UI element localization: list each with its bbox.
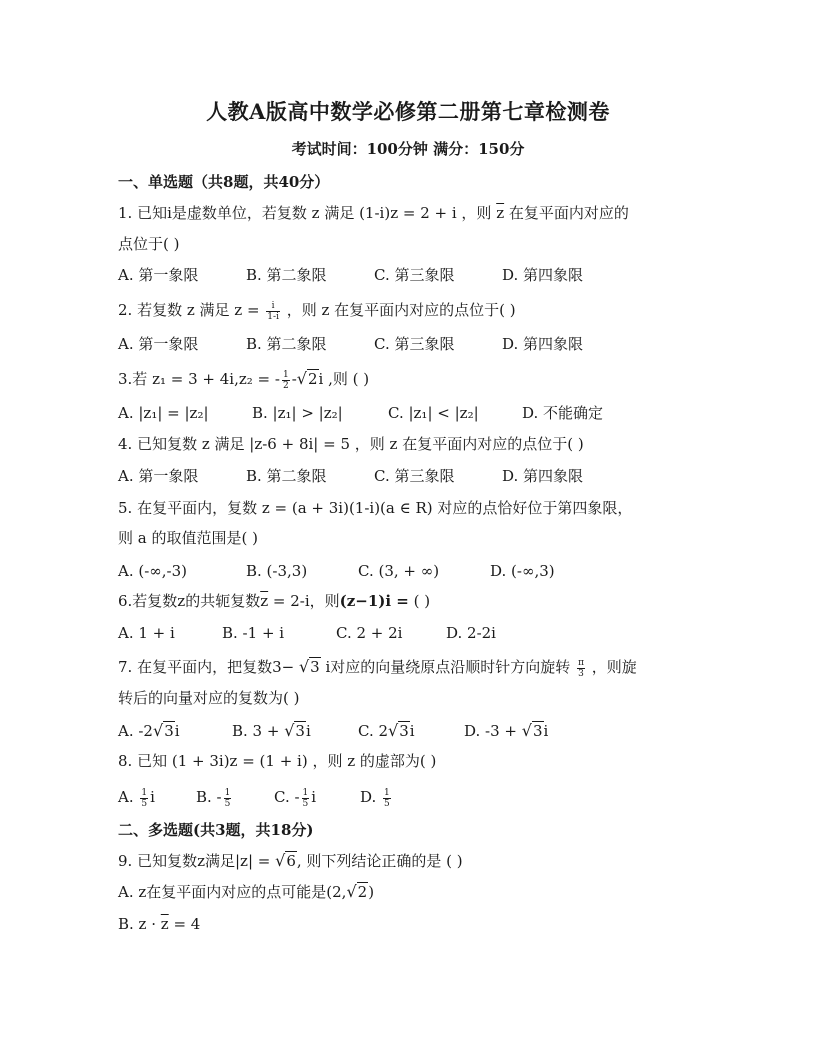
q6-text-a: 6.若复数z的共轭复数 <box>118 592 261 610</box>
question-1-options <box>118 265 583 285</box>
q7-fraction <box>577 658 585 679</box>
option-c: C. (3, + ∞) <box>358 562 440 580</box>
q1-text-a: 1. 已知i是虚数单位，若复数 z 满足 (1-i)z = 2 + i ，则 <box>118 204 497 222</box>
page-title: 人教A版高中数学必修第二册第七章检测卷 <box>206 99 610 124</box>
section-heading-single-choice: 一、单选题（共8题，共40分） <box>118 173 330 191</box>
question-8-stem: 8. 已知 (1 + 3i)z = (1 + i) ，则 z 的虚部为( ) <box>118 752 437 770</box>
question-3-options <box>118 403 603 423</box>
option-a: A. 第一象限 <box>118 266 199 284</box>
question-6-options <box>118 623 496 643</box>
q7-frac-num: π <box>578 657 584 668</box>
option-c: C. 2√3i <box>358 721 415 740</box>
question-5-stem-cont: 则 a 的取值范围是( ) <box>118 529 258 547</box>
q6-conjugate-z: $\overline{z}$ <box>260 592 269 610</box>
option-b: B. |z₁| > |z₂| <box>252 404 343 422</box>
question-5-stem: 5. 在复平面内，复数 z = (a + 3i)(1-i)(a ∈ R) 对应的点恰好位于第四象限， <box>118 499 633 517</box>
q9-text-a: 9. 已知复数z满足|z| = <box>118 852 276 870</box>
q3-text-b: - <box>291 370 297 388</box>
q3-sqrt: √2 <box>296 369 318 388</box>
question-5-options <box>118 561 555 581</box>
q1-conjugate-z: $\overline{z}$ <box>496 204 505 222</box>
option-b: B. 第二象限 <box>246 335 327 353</box>
option-b: B. (-3,3) <box>246 562 308 580</box>
q3-text-c: i ,则 ( ) <box>318 370 370 388</box>
q2-frac-num: i <box>266 301 280 312</box>
question-4-stem: 4. 已知复数 z 满足 |z-6 + 8i| = 5 ，则 z 在复平面内对应的点位于( ) <box>118 435 584 453</box>
option-c: C. 2 + 2i <box>336 624 403 642</box>
option-b: B. 第二象限 <box>246 467 327 485</box>
q1-text-b: 在复平面内对应的 <box>504 204 629 222</box>
q7-sqrt: √3 <box>298 657 320 676</box>
option-d: D. 2-2i <box>446 624 496 642</box>
option-a: A. $\frac{1}{5}$ i <box>118 787 155 809</box>
option-a: A. (-∞,-3) <box>118 562 188 580</box>
q7-frac-den: 3 <box>578 668 584 679</box>
question-8-options <box>118 787 393 809</box>
option-c: C. 第三象限 <box>374 467 455 485</box>
option-c: C. 第三象限 <box>374 335 455 353</box>
q2-fraction <box>266 301 280 322</box>
question-1-stem <box>118 203 629 223</box>
q6-text-b: = 2-i，则 <box>268 592 340 610</box>
option-d: D. -3 + √3i <box>464 721 549 740</box>
option-c: C. - $\frac{1}{5}$ i <box>274 787 317 809</box>
option-a: A. 1 + i <box>118 624 175 642</box>
option-b: B. 第二象限 <box>246 266 327 284</box>
q2-text-a: 2. 若复数 z 满足 z = <box>118 301 265 319</box>
option-a: A. 第一象限 <box>118 335 199 353</box>
option-b: B. - $\frac{1}{5}$ <box>196 787 231 809</box>
q6-expression: (z−1)i = <box>339 592 409 610</box>
q6-text-c: ( ) <box>408 592 431 610</box>
option-b: B. -1 + i <box>222 624 285 642</box>
q9-sqrt-arg: 6 <box>286 852 296 870</box>
question-7-stem-cont: 转后的向量对应的复数为( ) <box>118 689 300 707</box>
question-2-options <box>118 334 583 354</box>
option-c: C. |z₁| < |z₂| <box>388 404 479 422</box>
q3-frac-den: 2 <box>282 380 289 391</box>
option-a: A. |z₁| = |z₂| <box>118 404 209 422</box>
question-7-stem <box>118 657 637 679</box>
question-9-option-a: A. z在复平面内对应的点可能是(2,√2) <box>118 882 375 901</box>
q9-sqrt: √6 <box>275 851 296 870</box>
question-2-stem <box>118 300 516 322</box>
option-c: C. 第三象限 <box>374 266 455 284</box>
option-d: D. 不能确定 <box>522 404 604 422</box>
q7-text-b: i对应的向量绕原点沿顺时针方向旋转 <box>320 658 576 676</box>
option-d: D. 第四象限 <box>502 467 584 485</box>
option-d: D. 第四象限 <box>502 335 584 353</box>
q7-text-c: ，则旋 <box>586 658 637 676</box>
question-7-options <box>118 721 548 741</box>
option-d: D. $\frac{1}{5}$ <box>360 787 390 809</box>
q2-frac-den: 1-i <box>267 311 279 322</box>
q3-sqrt-arg: 2 <box>307 370 318 388</box>
q9-text-b: , 则下列结论正确的是 ( ) <box>296 852 463 870</box>
q3-fraction <box>282 370 290 391</box>
option-a: A. 第一象限 <box>118 467 199 485</box>
q2-text-b: ，则 z 在复平面内对应的点位于( ) <box>281 301 516 319</box>
q3-text-a: 3.若 z₁ = 3 + 4i,z₂ = - <box>118 370 280 388</box>
question-3-stem <box>118 369 369 391</box>
q7-sqrt-arg: 3 <box>310 658 320 676</box>
option-a: A. -2√3i <box>118 721 180 740</box>
q7-text-a: 7. 在复平面内，把复数3− <box>118 658 299 676</box>
option-d: D. 第四象限 <box>502 266 584 284</box>
question-9-stem <box>118 851 463 871</box>
option-d: D. (-∞,3) <box>490 562 555 580</box>
question-1-stem-cont: 点位于( ) <box>118 235 180 253</box>
question-6-stem <box>118 591 430 611</box>
section-heading-multiple-choice: 二、多选题(共3题，共18分) <box>118 821 314 839</box>
exam-info: 考试时间：100分钟 满分：150分 <box>291 140 525 158</box>
option-b: B. 3 + √3i <box>232 721 311 740</box>
question-9-option-b: B. $z \cdot \overline{z} = 4$ <box>118 915 201 933</box>
question-4-options <box>118 466 583 486</box>
q3-frac-num: 1 <box>282 369 289 380</box>
